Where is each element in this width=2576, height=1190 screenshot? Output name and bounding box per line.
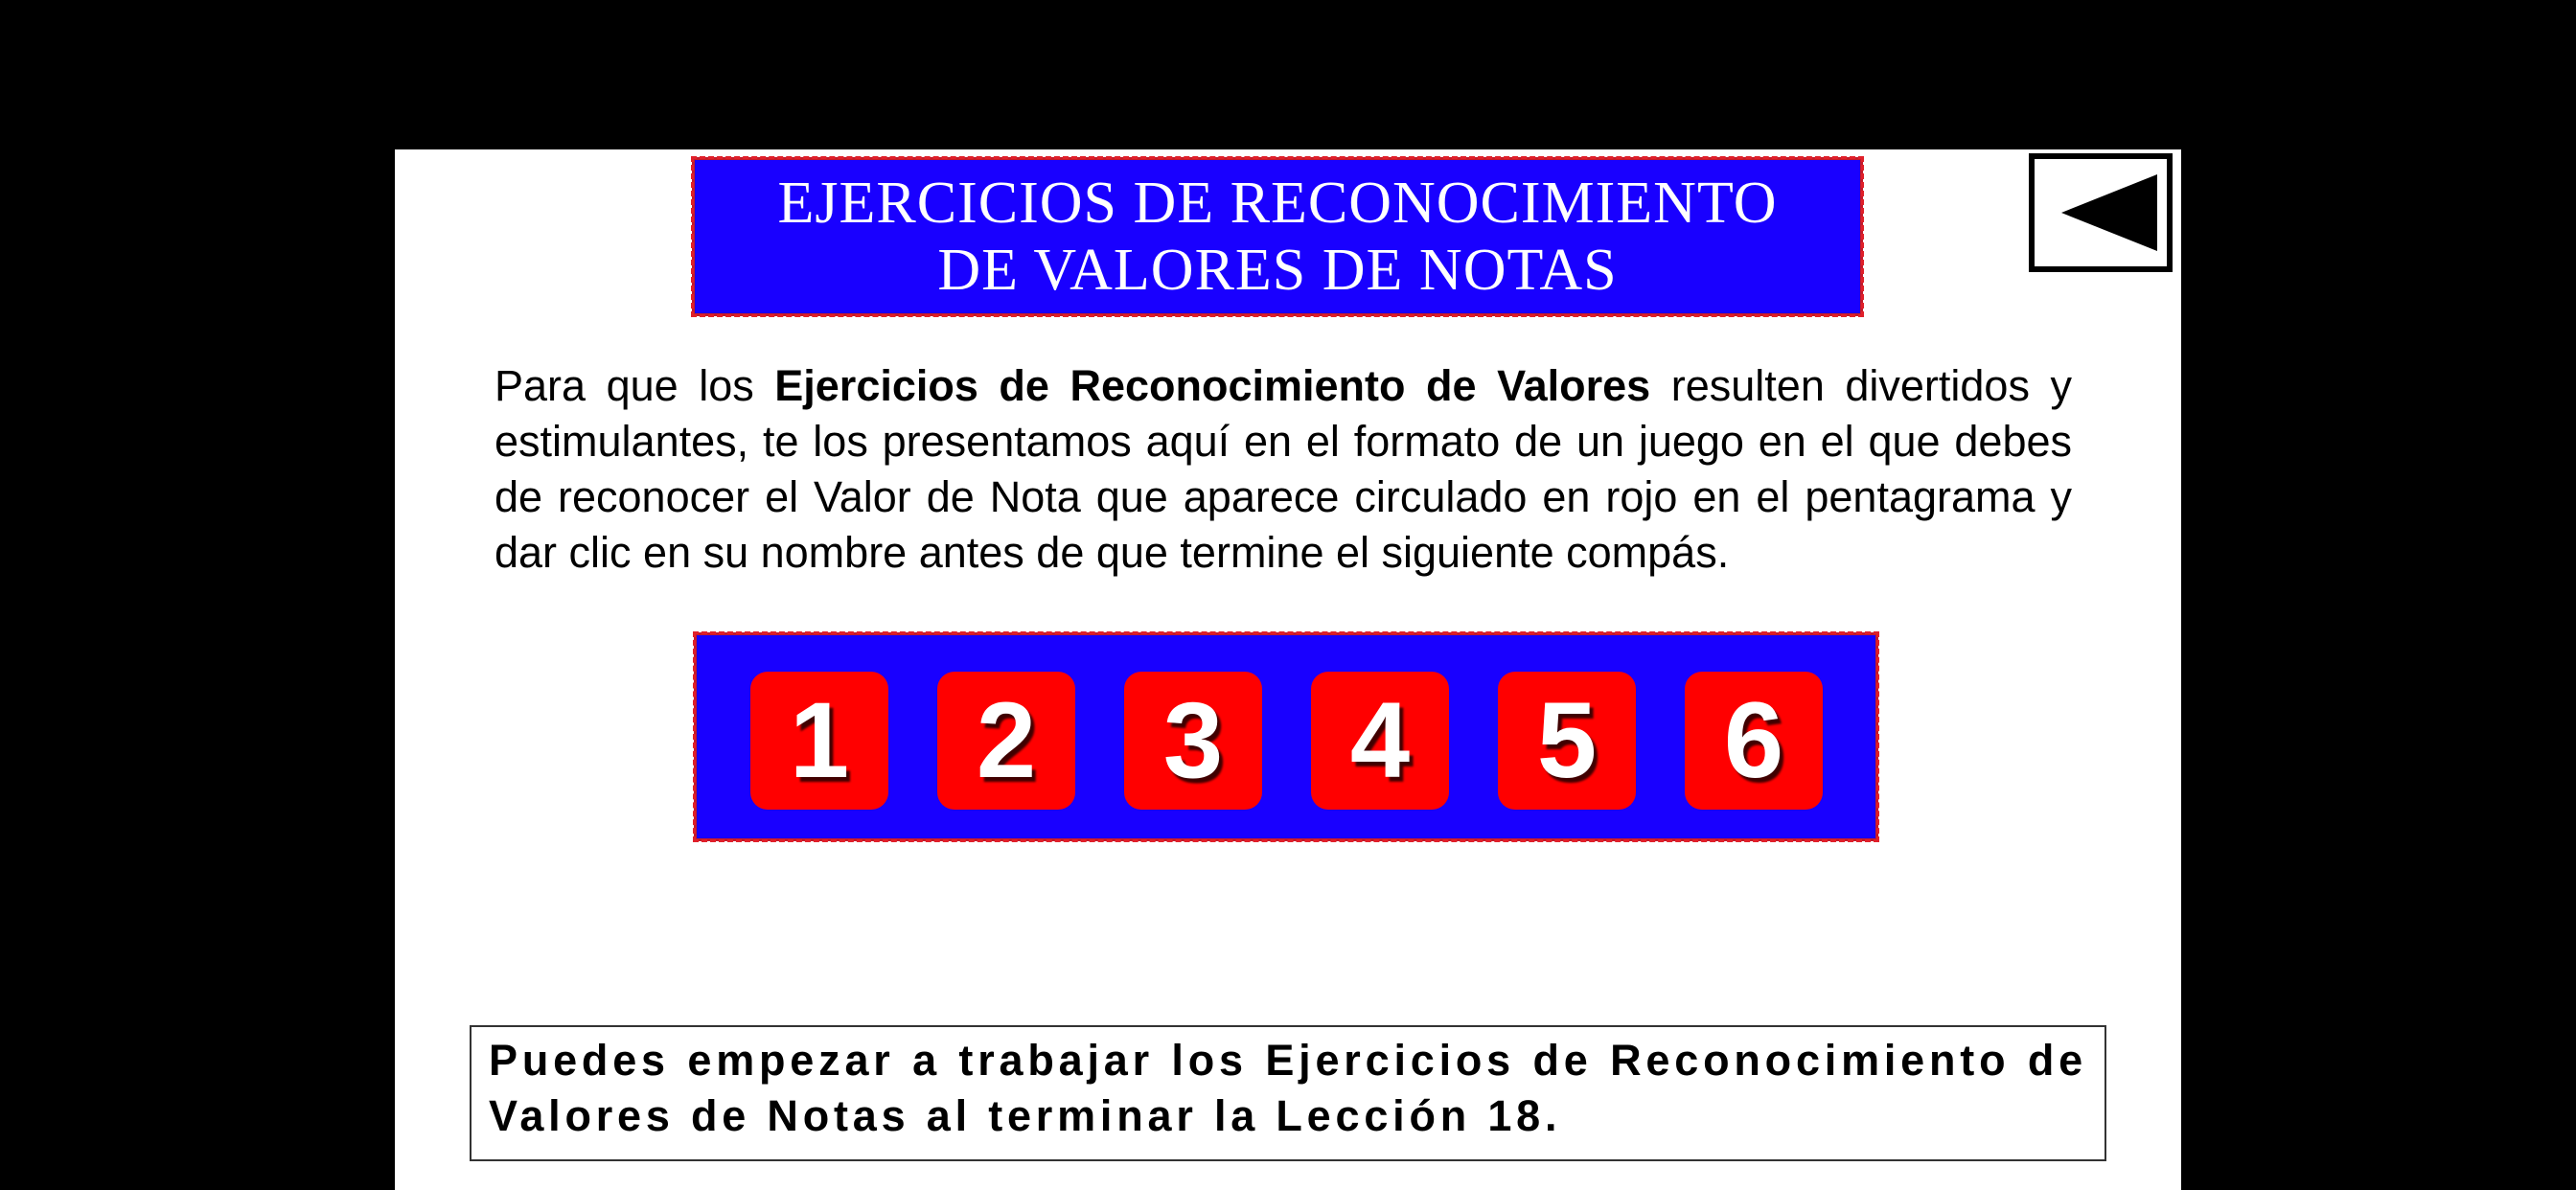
intro-paragraph (494, 358, 2072, 581)
prerequisite-note (470, 1025, 2106, 1161)
exercise-button-label: 2 (976, 680, 1037, 800)
exercise-button-label: 5 (1536, 680, 1598, 800)
exercise-button-4[interactable] (1311, 672, 1449, 810)
intro-text-bold: Ejercicios de Reconocimiento de Valores (774, 361, 1651, 410)
back-button[interactable] (2029, 153, 2173, 272)
lesson-page (395, 149, 2181, 1190)
exercise-buttons-panel (694, 632, 1878, 841)
prerequisite-note-text: Puedes empezar a trabajar los Ejercicios de Reconocimiento de Valores de Notas al terminar la Lección 18. (489, 1036, 2087, 1140)
intro-text-end: resulten divertidos y estimulantes, te los presentamos aquí en el formato de un juego en el que debes de reconocer el Valor de Nota que aparece circulado en rojo en el pentagrama y dar clic en su nombre antes de que termine el siguiente compás. (494, 361, 2072, 577)
exercise-button-label: 6 (1723, 680, 1784, 800)
exercise-button-label: 1 (789, 680, 850, 800)
exercise-button-label: 3 (1162, 680, 1224, 800)
exercise-button-6[interactable] (1685, 672, 1823, 810)
back-triangle-icon (2035, 159, 2167, 266)
title-line-2: DE VALORES DE NOTAS (937, 238, 1618, 303)
exercise-button-1[interactable] (750, 672, 888, 810)
exercise-button-2[interactable] (937, 672, 1075, 810)
title-line-1: EJERCICIOS DE RECONOCIMIENTO (777, 171, 1778, 236)
title-banner (692, 157, 1863, 316)
intro-text-start: Para que los (494, 361, 775, 410)
exercise-button-5[interactable] (1498, 672, 1636, 810)
exercise-button-label: 4 (1349, 680, 1411, 800)
exercise-button-3[interactable] (1124, 672, 1262, 810)
